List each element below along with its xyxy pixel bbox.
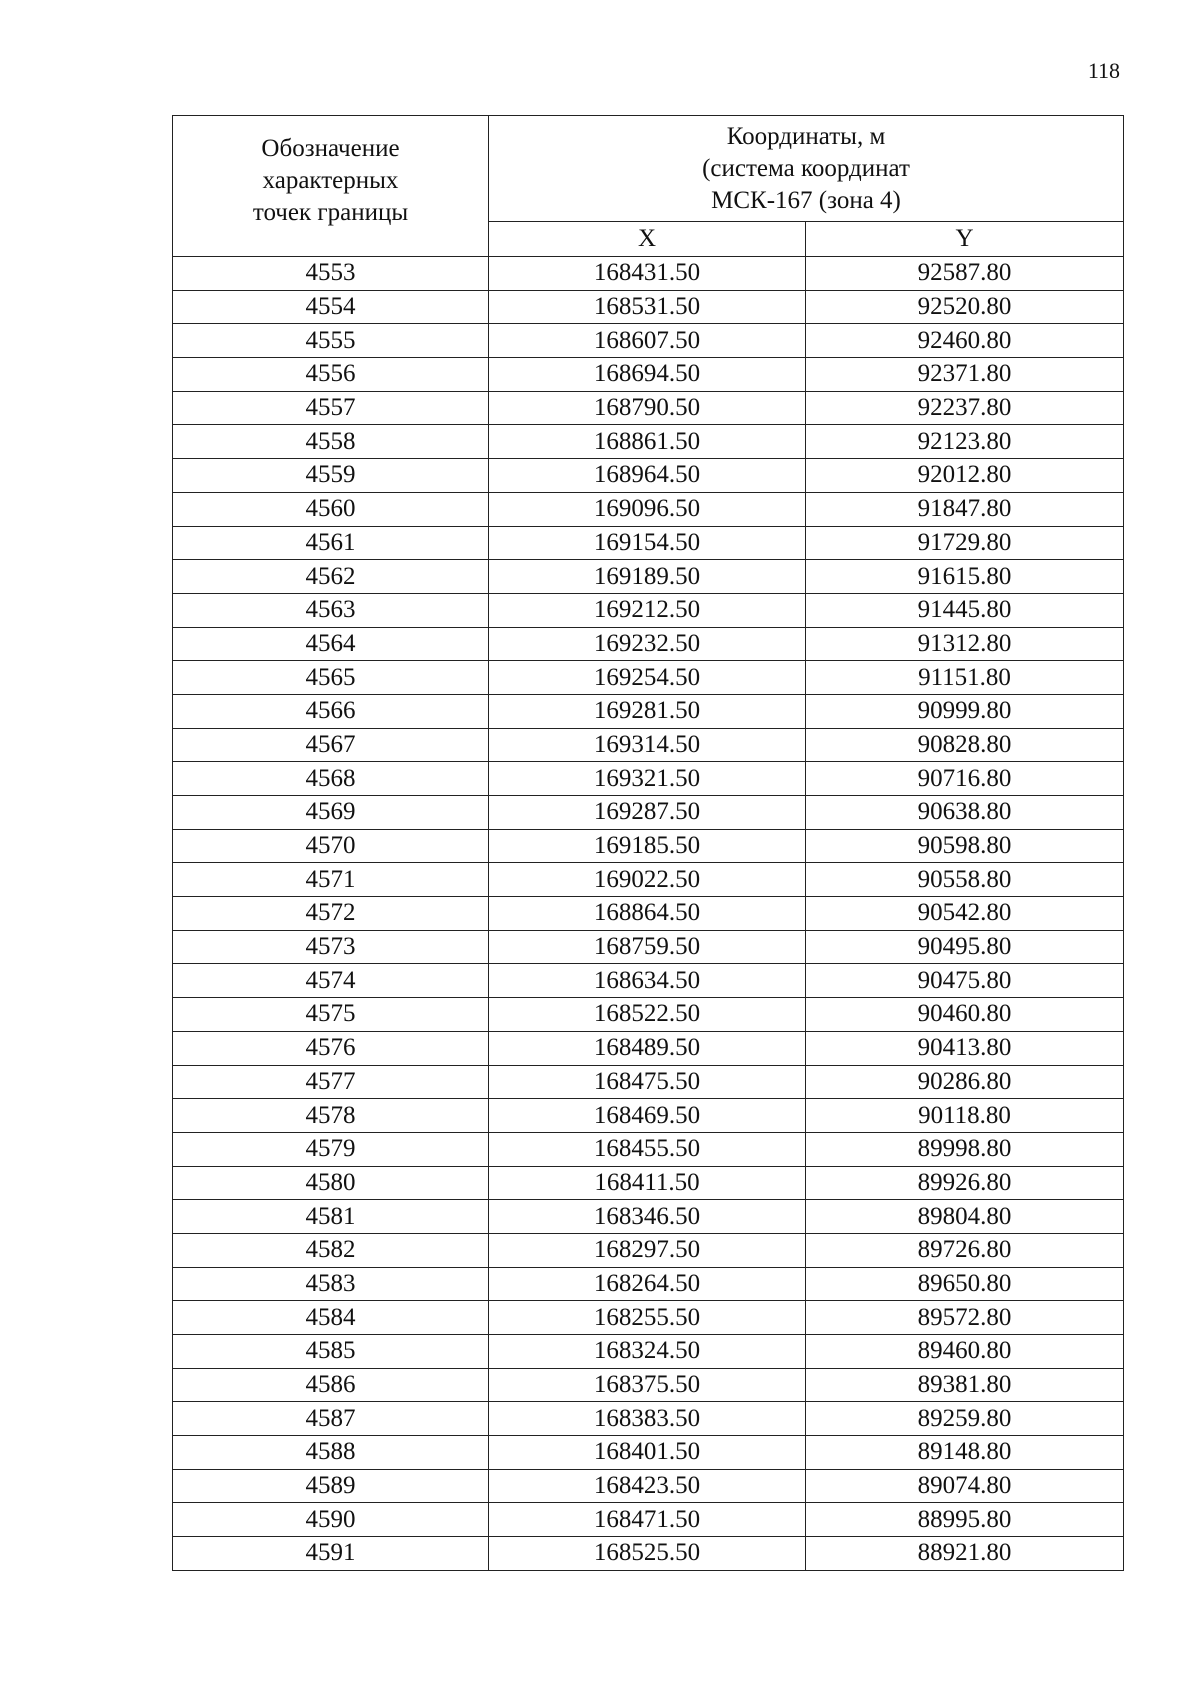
table-row — [173, 391, 1124, 425]
y-coordinate-cell: 90413.80 — [806, 1031, 1124, 1065]
x-coordinate-cell: 168475.50 — [489, 1065, 806, 1099]
point-id-cell: 4576 — [173, 1031, 489, 1065]
point-id-cell: 4558 — [173, 425, 489, 459]
y-coordinate-cell: 91312.80 — [806, 627, 1124, 661]
y-coordinate-cell: 92012.80 — [806, 459, 1124, 493]
x-coordinate-cell: 168522.50 — [489, 998, 806, 1032]
table-row — [173, 863, 1124, 897]
x-coordinate-cell: 168383.50 — [489, 1402, 806, 1436]
y-coordinate-cell: 90638.80 — [806, 796, 1124, 830]
y-coordinate-cell: 89726.80 — [806, 1233, 1124, 1267]
point-id-cell: 4567 — [173, 728, 489, 762]
x-coordinate-cell: 168471.50 — [489, 1503, 806, 1537]
header-point-designation: Обозначение характерных точек границы — [173, 116, 489, 257]
table-row — [173, 930, 1124, 964]
point-id-cell: 4591 — [173, 1537, 489, 1571]
x-coordinate-cell: 168759.50 — [489, 930, 806, 964]
y-coordinate-cell: 90542.80 — [806, 897, 1124, 931]
point-id-cell: 4557 — [173, 391, 489, 425]
point-id-cell: 4580 — [173, 1166, 489, 1200]
point-id-cell: 4575 — [173, 998, 489, 1032]
table-row — [173, 290, 1124, 324]
page-number: 118 — [1087, 58, 1120, 83]
point-id-cell: 4553 — [173, 257, 489, 291]
point-id-cell: 4579 — [173, 1132, 489, 1166]
y-coordinate-cell: 89381.80 — [806, 1368, 1124, 1402]
y-coordinate-cell: 88995.80 — [806, 1503, 1124, 1537]
x-coordinate-cell: 169321.50 — [489, 762, 806, 796]
x-coordinate-cell: 169189.50 — [489, 560, 806, 594]
x-coordinate-cell: 168411.50 — [489, 1166, 806, 1200]
x-coordinate-cell: 169154.50 — [489, 526, 806, 560]
table-row — [173, 560, 1124, 594]
point-id-cell: 4587 — [173, 1402, 489, 1436]
point-id-cell: 4589 — [173, 1469, 489, 1503]
y-coordinate-cell: 90716.80 — [806, 762, 1124, 796]
y-coordinate-cell: 88921.80 — [806, 1537, 1124, 1571]
table-row — [173, 897, 1124, 931]
x-coordinate-cell: 168401.50 — [489, 1436, 806, 1470]
point-id-cell: 4572 — [173, 897, 489, 931]
point-id-cell: 4563 — [173, 593, 489, 627]
x-coordinate-cell: 168607.50 — [489, 324, 806, 358]
x-coordinate-cell: 168264.50 — [489, 1267, 806, 1301]
y-coordinate-cell: 89259.80 — [806, 1402, 1124, 1436]
table-row — [173, 1267, 1124, 1301]
y-coordinate-cell: 89074.80 — [806, 1469, 1124, 1503]
header-y: Y — [806, 222, 1124, 257]
table-row — [173, 1301, 1124, 1335]
coordinates-table — [172, 115, 1124, 1571]
table-row — [173, 1132, 1124, 1166]
table-row — [173, 694, 1124, 728]
table-row — [173, 661, 1124, 695]
table-header — [173, 116, 1124, 257]
point-id-cell: 4566 — [173, 694, 489, 728]
table-row — [173, 627, 1124, 661]
x-coordinate-cell: 168431.50 — [489, 257, 806, 291]
point-id-cell: 4582 — [173, 1233, 489, 1267]
point-id-cell: 4554 — [173, 290, 489, 324]
table-row — [173, 1166, 1124, 1200]
y-coordinate-cell: 92237.80 — [806, 391, 1124, 425]
y-coordinate-cell: 90598.80 — [806, 829, 1124, 863]
point-id-cell: 4585 — [173, 1335, 489, 1369]
table-row — [173, 728, 1124, 762]
x-coordinate-cell: 168861.50 — [489, 425, 806, 459]
table-row — [173, 1469, 1124, 1503]
table-row — [173, 459, 1124, 493]
y-coordinate-cell: 92123.80 — [806, 425, 1124, 459]
y-coordinate-cell: 92587.80 — [806, 257, 1124, 291]
y-coordinate-cell: 90999.80 — [806, 694, 1124, 728]
y-coordinate-cell: 89572.80 — [806, 1301, 1124, 1335]
table-row — [173, 1065, 1124, 1099]
x-coordinate-cell: 169185.50 — [489, 829, 806, 863]
x-coordinate-cell: 168346.50 — [489, 1200, 806, 1234]
x-coordinate-cell: 169314.50 — [489, 728, 806, 762]
point-id-cell: 4559 — [173, 459, 489, 493]
x-coordinate-cell: 168964.50 — [489, 459, 806, 493]
table-row — [173, 762, 1124, 796]
y-coordinate-cell: 89650.80 — [806, 1267, 1124, 1301]
x-coordinate-cell: 168489.50 — [489, 1031, 806, 1065]
point-id-cell: 4570 — [173, 829, 489, 863]
point-id-cell: 4581 — [173, 1200, 489, 1234]
y-coordinate-cell: 91151.80 — [806, 661, 1124, 695]
table-row — [173, 1099, 1124, 1133]
point-id-cell: 4588 — [173, 1436, 489, 1470]
x-coordinate-cell: 169232.50 — [489, 627, 806, 661]
y-coordinate-cell: 91847.80 — [806, 492, 1124, 526]
table-row — [173, 829, 1124, 863]
table-row — [173, 593, 1124, 627]
y-coordinate-cell: 91729.80 — [806, 526, 1124, 560]
header-coordinates: Координаты, м (система координат МСК-167 (зона 4) — [489, 116, 1124, 222]
x-coordinate-cell: 168864.50 — [489, 897, 806, 931]
point-id-cell: 4569 — [173, 796, 489, 830]
table-row — [173, 257, 1124, 291]
x-coordinate-cell: 168525.50 — [489, 1537, 806, 1571]
table-row — [173, 492, 1124, 526]
table-row — [173, 1436, 1124, 1470]
table-row — [173, 796, 1124, 830]
point-id-cell: 4561 — [173, 526, 489, 560]
point-id-cell: 4573 — [173, 930, 489, 964]
x-coordinate-cell: 169096.50 — [489, 492, 806, 526]
point-id-cell: 4568 — [173, 762, 489, 796]
point-id-cell: 4586 — [173, 1368, 489, 1402]
x-coordinate-cell: 168694.50 — [489, 358, 806, 392]
x-coordinate-cell: 169212.50 — [489, 593, 806, 627]
x-coordinate-cell: 168423.50 — [489, 1469, 806, 1503]
point-id-cell: 4584 — [173, 1301, 489, 1335]
y-coordinate-cell: 90286.80 — [806, 1065, 1124, 1099]
y-coordinate-cell: 90460.80 — [806, 998, 1124, 1032]
y-coordinate-cell: 91445.80 — [806, 593, 1124, 627]
point-id-cell: 4562 — [173, 560, 489, 594]
y-coordinate-cell: 91615.80 — [806, 560, 1124, 594]
x-coordinate-cell: 168531.50 — [489, 290, 806, 324]
table-row — [173, 1031, 1124, 1065]
header-x: X — [489, 222, 806, 257]
x-coordinate-cell: 168255.50 — [489, 1301, 806, 1335]
y-coordinate-cell: 92371.80 — [806, 358, 1124, 392]
y-coordinate-cell: 89804.80 — [806, 1200, 1124, 1234]
x-coordinate-cell: 169254.50 — [489, 661, 806, 695]
point-id-cell: 4565 — [173, 661, 489, 695]
point-id-cell: 4578 — [173, 1099, 489, 1133]
point-id-cell: 4590 — [173, 1503, 489, 1537]
point-id-cell: 4564 — [173, 627, 489, 661]
table-body — [173, 257, 1124, 1571]
y-coordinate-cell: 89926.80 — [806, 1166, 1124, 1200]
y-coordinate-cell: 90558.80 — [806, 863, 1124, 897]
y-coordinate-cell: 92460.80 — [806, 324, 1124, 358]
table-row — [173, 1402, 1124, 1436]
point-id-cell: 4583 — [173, 1267, 489, 1301]
x-coordinate-cell: 169022.50 — [489, 863, 806, 897]
x-coordinate-cell: 168297.50 — [489, 1233, 806, 1267]
point-id-cell: 4556 — [173, 358, 489, 392]
table-row — [173, 998, 1124, 1032]
x-coordinate-cell: 169287.50 — [489, 796, 806, 830]
table-row — [173, 1503, 1124, 1537]
table-row — [173, 964, 1124, 998]
point-id-cell: 4555 — [173, 324, 489, 358]
table-row — [173, 425, 1124, 459]
y-coordinate-cell: 89148.80 — [806, 1436, 1124, 1470]
point-id-cell: 4571 — [173, 863, 489, 897]
table-row — [173, 1335, 1124, 1369]
table-row — [173, 1537, 1124, 1571]
x-coordinate-cell: 168469.50 — [489, 1099, 806, 1133]
point-id-cell: 4574 — [173, 964, 489, 998]
y-coordinate-cell: 89998.80 — [806, 1132, 1124, 1166]
x-coordinate-cell: 168634.50 — [489, 964, 806, 998]
y-coordinate-cell: 90475.80 — [806, 964, 1124, 998]
point-id-cell: 4560 — [173, 492, 489, 526]
table-row — [173, 358, 1124, 392]
x-coordinate-cell: 169281.50 — [489, 694, 806, 728]
y-coordinate-cell: 92520.80 — [806, 290, 1124, 324]
table-row — [173, 324, 1124, 358]
y-coordinate-cell: 90495.80 — [806, 930, 1124, 964]
table-row — [173, 1200, 1124, 1234]
x-coordinate-cell: 168375.50 — [489, 1368, 806, 1402]
point-id-cell: 4577 — [173, 1065, 489, 1099]
table-row — [173, 1233, 1124, 1267]
table-row — [173, 1368, 1124, 1402]
x-coordinate-cell: 168790.50 — [489, 391, 806, 425]
x-coordinate-cell: 168324.50 — [489, 1335, 806, 1369]
table-row — [173, 526, 1124, 560]
y-coordinate-cell: 89460.80 — [806, 1335, 1124, 1369]
x-coordinate-cell: 168455.50 — [489, 1132, 806, 1166]
y-coordinate-cell: 90118.80 — [806, 1099, 1124, 1133]
y-coordinate-cell: 90828.80 — [806, 728, 1124, 762]
